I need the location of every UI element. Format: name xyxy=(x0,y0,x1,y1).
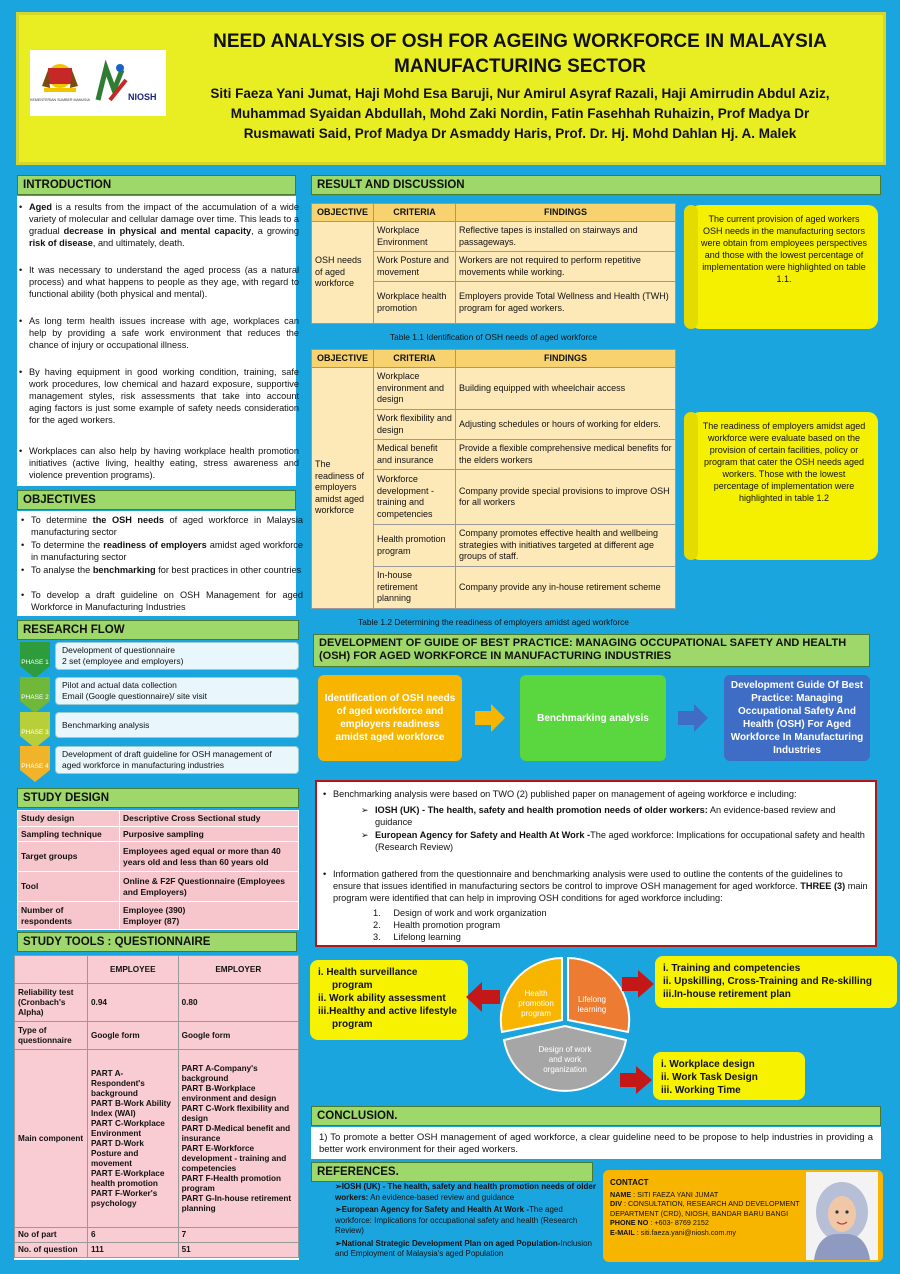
table-row: Target groups Employees aged equal or more than 40 years old and less than 60 years old xyxy=(18,842,299,872)
note-scroll-2: The readiness of employers amidst aged workforce were evaluate based on the provision of certain facilities, policy or program that cater the OSH needs aged workers. Those with the lowest percentage of implementation were highlighted in table 1.2 xyxy=(690,412,878,560)
table-1-1 xyxy=(311,203,676,324)
note-scroll-1: The current provision of aged workers OSH needs in the manufacturing sectors were obtain from employees perspectives and those with the lowest percentage of implementation were highlighted on table 1.1. xyxy=(690,205,878,329)
logo1-text: KEMENTERIAN SUMBER MANUSIA xyxy=(30,98,90,102)
title-line-2: MANUFACTURING SECTOR xyxy=(394,56,646,77)
arrow-left-icon xyxy=(466,982,500,1012)
niosh-logo-icon xyxy=(92,60,162,104)
flow-box-guide: Development Guide Of Best Practice: Managing Occupational Safety And Health (OSH) For Aged Workforce In Manufacturing Industries xyxy=(724,675,870,761)
intro-paragraph: • Aged is a results from the impact of the accumulation of a wide variety of molecular and cellular damage over time. This leads to a gradual decrease in physical and mental capacity, a growing risk of disease, and ultimately, death. xyxy=(29,201,299,249)
section-guide-development: DEVELOPMENT OF GUIDE OF BEST PRACTICE: MANAGING OCCUPATIONAL SAFETY AND HEALTH (OSH) FOR AGED WORKFORCE IN MANUFACTURING INDUSTRIES xyxy=(313,634,870,667)
program-item: 1. Design of work and work organization xyxy=(373,908,547,918)
section-research-flow: RESEARCH FLOW xyxy=(17,620,299,640)
table-row: The readiness of employers amidst aged workforce Workplace environment and design Building equipped with wheelchair access xyxy=(312,368,676,410)
logo2-text: NIOSH xyxy=(128,92,157,102)
title-line-1: NEED ANALYSIS OF OSH FOR AGEING WORKFORCE IN MALAYSIA xyxy=(213,31,827,52)
table-row: Study design Descriptive Cross Sectional study xyxy=(18,811,299,827)
table-row: Workforce development - training and competencies Company provide special provisions to improve OSH for all workers xyxy=(312,470,676,525)
intro-paragraph: • By having equipment in good working condition, training, safe work procedures, low chemical and hazard exposure, supportive management styles, risk assessments that take into account aging factors is just some example of safety needs consideration for the aged workers. xyxy=(29,366,299,426)
cycle-label-design: Design of work and work organization xyxy=(538,1045,592,1074)
section-results: RESULT AND DISCUSSION xyxy=(311,175,881,195)
objectives-panel xyxy=(17,511,303,616)
benchmark-bullet: • Information gathered from the questionnaire and benchmarking analysis were used to outline the contents of the guidelines to ensure that issues identified in manufacturing sectors be control to improve OSH management for aged workforce. THREE (3) main program were identified that can help in improving OSH conditions for aged workforce including: xyxy=(323,869,868,903)
table-1-2 xyxy=(311,349,676,609)
contact-details xyxy=(610,1178,805,1237)
flow-box-benchmarking: Benchmarking analysis xyxy=(520,675,666,761)
program-item: 3. Lifelong learning xyxy=(373,932,461,942)
benchmark-source: ➢ European Agency for Safety and Health At Work -The aged workforce: Implications for occupational safety and health (Research Review) xyxy=(361,830,865,852)
table-row: Sampling technique Purposive sampling xyxy=(18,826,299,842)
table-row: Work Posture and movement Workers are not required to perform repetitive movements while working. xyxy=(312,252,676,282)
table-row: Reliability test (Cronbach's Alpha) 0.94 0.80 xyxy=(15,984,299,1022)
contact-phone: PHONE NO : +603- 8769 2152 xyxy=(610,1218,709,1227)
table-row: OSH needs of aged workforce Workplace Environment Reflective tapes is installed on stairways and passageways. xyxy=(312,222,676,252)
table-row: In-house retirement planning Company provide any in-house retirement scheme xyxy=(312,567,676,609)
program-item: 2. Health promotion program xyxy=(373,920,501,930)
arrow-right-icon xyxy=(678,702,710,734)
poster-title xyxy=(180,29,860,79)
phase-4-box: Development of draft guideline for OSH management of aged workforce in manufacturing industries xyxy=(55,746,299,774)
intro-paragraph: • As long term health issues increase with age, workplaces can help by providing a safe work environment that reduces the chance of injury or occupational illness. xyxy=(29,315,299,351)
objective-item: • To develop a draft guideline on OSH Management for aged Workforce in Manufacturing Industries xyxy=(31,589,303,613)
flow-box-identification: Identification of OSH needs of aged workforce and employers readiness amidst aged workforce xyxy=(318,675,462,761)
section-conclusion: CONCLUSION. xyxy=(311,1106,881,1126)
work-design-box: i. Workplace design ii. Work Task Design iii. Working Time xyxy=(653,1052,805,1100)
study-design-table xyxy=(17,810,299,930)
benchmark-source: ➢ IOSH (UK) - The health, safety and health promotion needs of older workers: An evidence-based review and guidance xyxy=(361,805,836,827)
lifelong-learning-box: i. Training and competencies ii. Upskilling, Cross-Training and Re-skilling iii.In-house retirement plan xyxy=(655,956,897,1008)
arrow-right-icon xyxy=(475,702,507,734)
section-references: REFERENCES. xyxy=(311,1162,593,1182)
crest-icon xyxy=(30,56,90,104)
section-introduction: INTRODUCTION xyxy=(17,175,296,195)
health-promotion-box: i. Health surveillance program ii. Work ability assessment iii.Healthy and active lifestyle program xyxy=(310,960,468,1040)
avatar xyxy=(806,1172,878,1260)
introduction-panel xyxy=(17,196,299,486)
conclusion-text: 1) To promote a better OSH management of aged workforce, a clear guideline need to be propose to help industries in providing a better work environment for their aged workers. xyxy=(311,1127,881,1159)
contact-div: DIV : CONSULTATION, RESEARCH AND DEVELOPMENT DEPARTMENT (CRD), NIOSH, BANDAR BARU BANGI xyxy=(610,1199,800,1218)
table-row: Work flexibility and design Adjusting schedules or hours of working for elders. xyxy=(312,410,676,440)
reference-item: ➢European Agency for Safety and Health At Work -The aged workforce: Implications for occupational safety and health (Research Review) xyxy=(335,1205,578,1235)
table-1-2-caption: Table 1.2 Determining the readiness of employers amidst aged workforce xyxy=(358,617,629,627)
table-row: Tool Online & F2F Questionnaire (Employees and Employers) xyxy=(18,872,299,902)
questionnaire-table xyxy=(14,955,299,1258)
phase-1-box: Development of questionnaire 2 set (employee and employers) xyxy=(55,642,299,670)
logo-area xyxy=(30,50,166,116)
cycle-label-health: Health promotion program xyxy=(518,989,554,1018)
table-row: No of part 6 7 xyxy=(15,1228,299,1243)
table-row: No. of question 111 51 xyxy=(15,1243,299,1258)
table-row: Medical benefit and insurance Provide a flexible comprehensive medical benefits for the elders workers xyxy=(312,440,676,470)
section-objectives: OBJECTIVES xyxy=(17,490,296,510)
svg-text:PHASE 4: PHASE 4 xyxy=(21,763,49,770)
arrow-right-icon xyxy=(622,970,654,998)
phase-3-box: Benchmarking analysis xyxy=(55,712,299,738)
table-row: Type of questionnaire Google form Google form xyxy=(15,1022,299,1050)
phase-1-arrow-icon xyxy=(20,642,50,678)
contact-heading: CONTACT xyxy=(610,1178,649,1187)
svg-text:PHASE 2: PHASE 2 xyxy=(21,694,49,701)
benchmarking-panel xyxy=(315,780,877,947)
contact-email: E-MAIL : siti.faeza.yani@niosh.com.my xyxy=(610,1227,736,1237)
table-row: EMPLOYEE EMPLOYER xyxy=(15,956,299,984)
table-row: Workplace health promotion Employers provide Total Wellness and Health (TWH) program for aged workers. xyxy=(312,282,676,324)
references-list xyxy=(311,1182,601,1260)
intro-paragraph: • Workplaces can also help by having workplace health promotion initiatives (active living, healthy eating, stress awareness and violence prevention programs). xyxy=(29,445,299,481)
objective-item: • To analyse the benchmarking for best practices in other countries xyxy=(31,564,303,576)
intro-paragraph: • It was necessary to understand the aged process (as a natural process) and what happens to people as they age, with regard to functional ability (both physical and mental). xyxy=(29,264,299,300)
table-row: Main component PART A-Respondent's background PART B-Work Ability Index (WAI) PART C-Workplace Environment PART D-Work Posture and movement PART E-Workplace health promotion PART F-Worker's psychology PART A-Company's background PART B-Workplace environment and design PART C-Work flexibility and design PART D-Medical benefit and insurance PART E-Workforce development - training and competencies PART F-Health promotion program PART G-In-house retirement planning xyxy=(15,1050,299,1228)
reference-item: ➢National Strategic Development Plan on aged Population-Inclusion and Employment of Malaysia's aged Population xyxy=(335,1238,592,1258)
program-cycle-diagram xyxy=(490,950,640,1090)
section-study-design: STUDY DESIGN xyxy=(17,788,299,808)
section-study-tools: STUDY TOOLS : QUESTIONNAIRE xyxy=(17,932,297,952)
contact-name: NAME : SITI FAEZA YANI JUMAT xyxy=(610,1189,719,1199)
table-row: Health promotion program Company promotes effective health and wellbeing strategies with initiatives targeted at different age groups of staff. xyxy=(312,525,676,567)
table-row: Number of respondents Employee (390) Employer (87) xyxy=(18,902,299,930)
objective-item: • To determine the readiness of employers amidst aged workforce in manufacturing sector xyxy=(31,539,303,563)
objective-item: • To determine the OSH needs of aged workforce in Malaysia manufacturing sector xyxy=(31,514,303,538)
phase-4-arrow-icon xyxy=(20,746,50,782)
table-row: OBJECTIVE CRITERIA FINDINGS xyxy=(312,350,676,368)
benchmark-bullet: • Benchmarking analysis were based on TWO (2) published paper on management of ageing workforce e including: xyxy=(323,789,797,799)
svg-text:PHASE 1: PHASE 1 xyxy=(21,659,49,666)
phase-2-arrow-icon xyxy=(20,677,50,713)
arrow-right-icon xyxy=(620,1066,652,1094)
table-row: OBJECTIVE CRITERIA FINDINGS xyxy=(312,204,676,222)
cycle-label-learning: Lifelong learning xyxy=(577,995,607,1014)
phase-2-box: Pilot and actual data collection Email (Google questionnaire)/ site visit xyxy=(55,677,299,705)
table-1-1-caption: Table 1.1 Identification of OSH needs of aged workforce xyxy=(389,332,598,342)
reference-item: ➢IOSH (UK) - The health, safety and health promotion needs of older workers: An evidence-based review and guidance xyxy=(335,1182,596,1202)
phase-3-arrow-icon xyxy=(20,712,50,748)
authors: Siti Faeza Yani Jumat, Haji Mohd Esa Baruji, Nur Amirul Asyraf Razali, Haji Amirrudin Abdul Aziz, Muhammad Syaidan Abdullah, Mohd Zaki Nordin, Fatin Fasehhah Ruhaizin, Prof Madya Dr Rusmawati Said, Prof Madya Dr Asmaddy Haris, Prof. Dr. Hj. Mohd Dahlan Hj. A. Malek xyxy=(210,86,830,141)
svg-text:PHASE 3: PHASE 3 xyxy=(21,729,49,736)
